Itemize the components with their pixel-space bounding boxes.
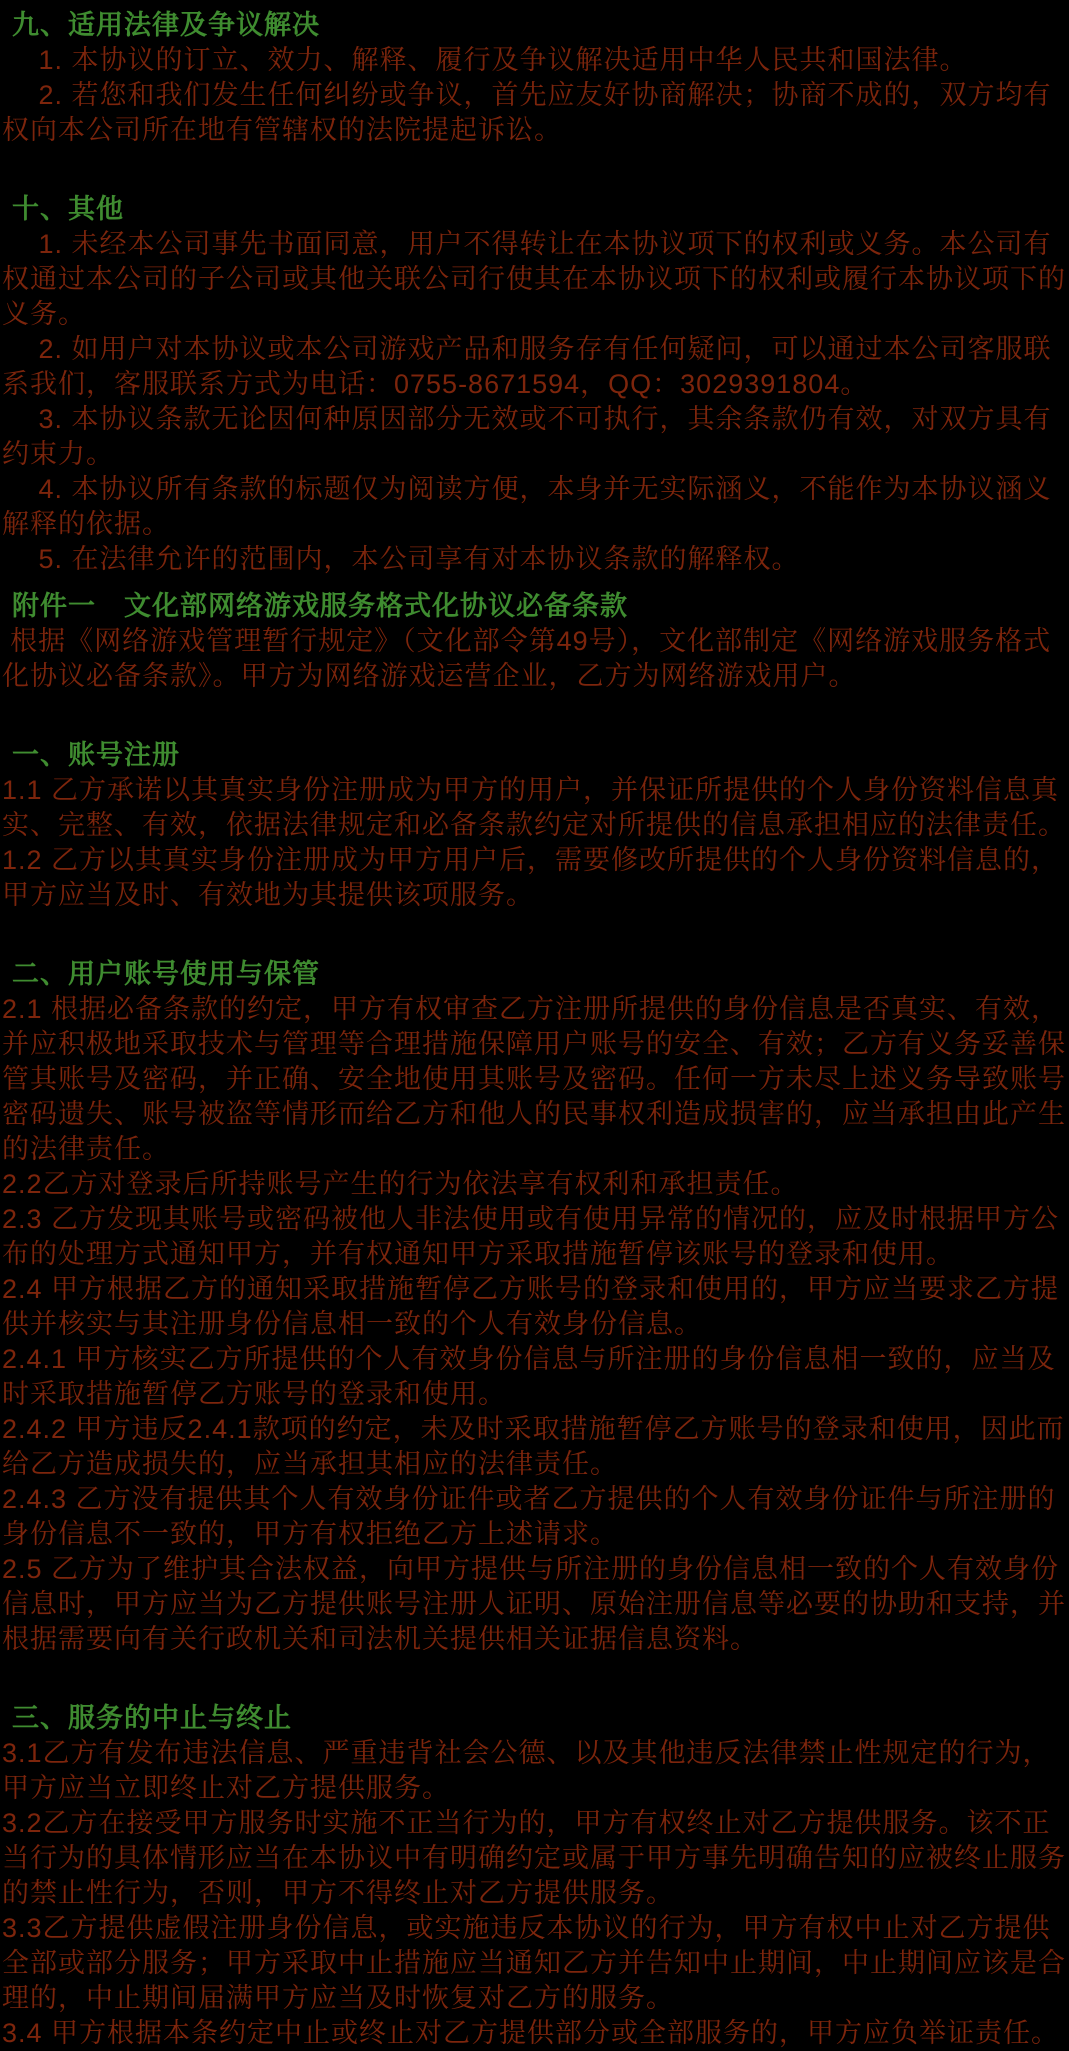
section-applicable-law [2, 8, 1067, 148]
section-service-suspension [2, 1701, 1067, 2051]
paragraph: 5. 在法律允许的范围内，本公司享有对本协议条款的解释权。 [38, 544, 800, 574]
paragraph: 1.1 乙方承诺以其真实身份注册成为甲方的用户，并保证所提供的个人身份资料信息真实、完整、有效，依据法律规定和必备条款约定对所提供的信息承担相应的法律责任。 [2, 775, 1066, 840]
paragraph: 3.3乙方提供虚假注册身份信息，或实施违反本协议的行为，甲方有权中止对乙方提供全部或部分服务；甲方采取中止措施应当通知乙方并告知中止期间，中止期间应该是合理的，中止期间届满甲方应当及时恢复对乙方的服务。 [2, 1913, 1066, 2013]
paragraph: 3.2乙方在接受甲方服务时实施不正当行为的，甲方有权终止对乙方提供服务。该不正当行为的具体情形应当在本协议中有明确约定或属于甲方事先明确告知的应被终止服务的禁止性行为，否则，甲方不得终止对乙方提供服务。 [2, 1808, 1066, 1908]
paragraph: 2. 如用户对本协议或本公司游戏产品和服务存有任何疑问，可以通过本公司客服联系我们，客服联系方式为电话：0755-8671594，QQ：3029391804。 [2, 334, 1052, 399]
paragraph: 4. 本协议所有条款的标题仅为阅读方便，本身并无实际涵义，不能作为本协议涵义解释的依据。 [2, 474, 1052, 539]
paragraph: 1. 本协议的订立、效力、解释、履行及争议解决适用中华人民共和国法律。 [38, 45, 968, 75]
section-heading: 九、适用法律及争议解决 [12, 10, 320, 40]
paragraph: 2.2乙方对登录后所持账号产生的行为依法享有权利和承担责任。 [2, 1169, 799, 1199]
paragraph: 2. 若您和我们发生任何纠纷或争议，首先应友好协商解决；协商不成的，双方均有权向本公司所在地有管辖权的法院提起诉讼。 [2, 80, 1052, 145]
section-others [2, 192, 1067, 577]
paragraph: 2.4.2 甲方违反2.4.1款项的约定，未及时采取措施暂停乙方账号的登录和使用，因此而给乙方造成损失的，应当承担其相应的法律责任。 [2, 1414, 1065, 1479]
paragraph: 2.5 乙方为了维护其合法权益，向甲方提供与所注册的身份信息相一致的个人有效身份信息时，甲方应当为乙方提供账号注册人证明、原始注册信息等必要的协助和支持，并根据需要向有关行政机关和司法机关提供相关证据信息资料。 [2, 1554, 1066, 1654]
section-heading: 一、账号注册 [12, 740, 180, 770]
section-account-usage [2, 957, 1067, 1657]
section-attachment-title [2, 589, 1067, 694]
section-heading: 附件一 文化部网络游戏服务格式化协议必备条款 [12, 591, 628, 621]
paragraph: 3. 本协议条款无论因何种原因部分无效或不可执行，其余条款仍有效，对双方具有约束力。 [2, 404, 1052, 469]
paragraph: 1. 未经本公司事先书面同意，用户不得转让在本协议项下的权利或义务。本公司有权通过本公司的子公司或其他关联公司行使其在本协议项下的权利或履行本协议项下的义务。 [2, 229, 1066, 329]
paragraph: 2.4.3 乙方没有提供其个人有效身份证件或者乙方提供的个人有效身份证件与所注册的身份信息不一致的，甲方有权拒绝乙方上述请求。 [2, 1484, 1056, 1549]
paragraph: 3.4 甲方根据本条约定中止或终止对乙方提供部分或全部服务的，甲方应负举证责任。 [2, 2018, 1060, 2048]
paragraph: 2.4 甲方根据乙方的通知采取措施暂停乙方账号的登录和使用的，甲方应当要求乙方提供并核实与其注册身份信息相一致的个人有效身份信息。 [2, 1274, 1060, 1339]
paragraph: 2.4.1 甲方核实乙方所提供的个人有效身份信息与所注册的身份信息相一致的，应当及时采取措施暂停乙方账号的登录和使用。 [2, 1344, 1056, 1409]
section-heading: 十、其他 [12, 194, 124, 224]
section-heading: 三、服务的中止与终止 [12, 1703, 292, 1733]
paragraph: 根据《网络游戏管理暂行规定》（文化部令第49号），文化部制定《网络游戏服务格式化协议必备条款》。甲方为网络游戏运营企业，乙方为网络游戏用户。 [2, 626, 1052, 691]
section-heading: 二、用户账号使用与保管 [12, 959, 320, 989]
paragraph: 3.1乙方有发布违法信息、严重违背社会公德、以及其他违反法律禁止性规定的行为，甲方应当立即终止对乙方提供服务。 [2, 1738, 1051, 1803]
paragraph: 2.1 根据必备条款的约定，甲方有权审查乙方注册所提供的身份信息是否真实、有效，并应积极地采取技术与管理等合理措施保障用户账号的安全、有效；乙方有义务妥善保管其账号及密码，并正确、安全地使用其账号及密码。任何一方未尽上述义务导致账号密码遗失、账号被盗等情形而给乙方和他人的民事权利造成损害的，应当承担由此产生的法律责任。 [2, 994, 1066, 1164]
paragraph: 2.3 乙方发现其账号或密码被他人非法使用或有使用异常的情况的，应及时根据甲方公布的处理方式通知甲方，并有权通知甲方采取措施暂停该账号的登录和使用。 [2, 1204, 1060, 1269]
paragraph: 1.2 乙方以其真实身份注册成为甲方用户后，需要修改所提供的个人身份资料信息的，甲方应当及时、有效地为其提供该项服务。 [2, 845, 1060, 910]
section-account-registration [2, 738, 1067, 913]
